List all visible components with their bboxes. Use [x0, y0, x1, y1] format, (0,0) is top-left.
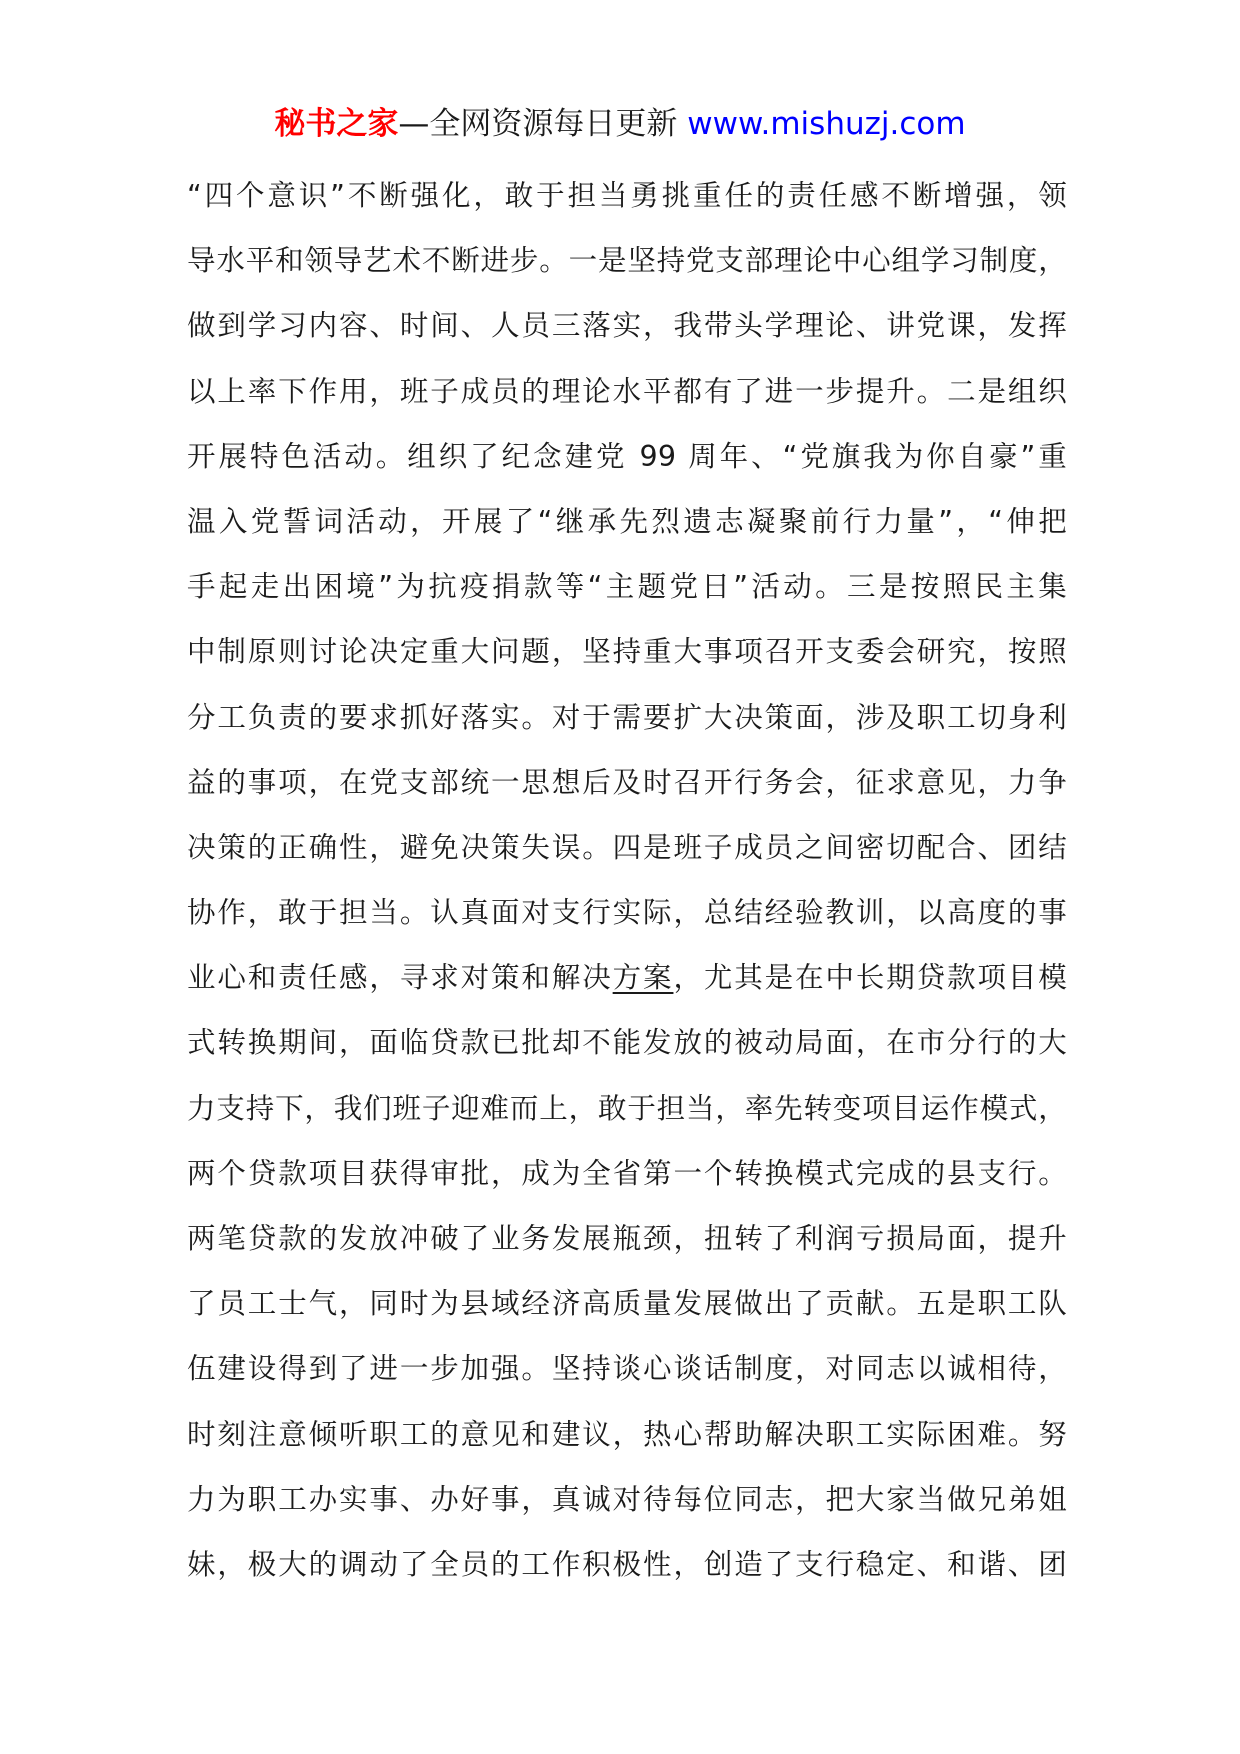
paragraph-line: 中制原则讨论决定重大问题，坚持重大事项召开支委会研究，按照: [187, 635, 1067, 669]
paragraph-line: 了员工士气，同时为县域经济高质量发展做出了贡献。五是职工队: [187, 1287, 1067, 1321]
site-tagline: 全网资源每日更新: [429, 106, 678, 142]
site-header: [0, 102, 1240, 146]
paragraph-line: 益的事项，在党支部统一思想后及时召开行务会，征求意见，力争: [187, 765, 1067, 799]
line-text-before: 业心和责任感，寻求对策和解决: [187, 961, 613, 995]
paragraph-line: 两个贷款项目获得审批，成为全省第一个转换模式完成的县支行。: [187, 1156, 1067, 1190]
site-brand: 秘书之家: [274, 106, 399, 142]
paragraph-line: 决策的正确性，避免决策失误。四是班子成员之间密切配合、团结: [187, 830, 1067, 864]
paragraph-line: 协作，敢于担当。认真面对支行实际，总结经验教训，以高度的事: [187, 896, 1067, 930]
paragraph-line: 力支持下，我们班子迎难而上，敢于担当，率先转变项目运作模式，: [187, 1091, 1067, 1125]
paragraph-line: 时刻注意倾听职工的意见和建议，热心帮助解决职工实际困难。努: [187, 1417, 1067, 1451]
paragraph-line: 做到学习内容、时间、人员三落实，我带头学理论、讲党课，发挥: [187, 309, 1067, 343]
paragraph-line: 开展特色活动。组织了纪念建党 99 周年、“党旗我为你自豪”重: [187, 439, 1067, 473]
paragraph-line: 手起走出困境”为抗疫捐款等“主题党日”活动。三是按照民主集: [187, 570, 1067, 604]
paragraph-line: 妹，极大的调动了全员的工作积极性，创造了支行稳定、和谐、团: [187, 1547, 1067, 1581]
line-text-after: ，尤其是在中长期贷款项目模: [673, 961, 1067, 995]
paragraph-line: 式转换期间，面临贷款已批却不能发放的被动局面，在市分行的大: [187, 1026, 1067, 1060]
paragraph-line-with-underline: [187, 945, 1067, 1010]
paragraph-line: “四个意识”不断强化，敢于担当勇挑重任的责任感不断增强，领: [187, 179, 1067, 212]
paragraph-line: 伍建设得到了进一步加强。坚持谈心谈话制度，对同志以诚相待，: [187, 1352, 1067, 1386]
paragraph-line: 分工负责的要求抓好落实。对于需要扩大决策面，涉及职工切身利: [187, 700, 1067, 734]
paragraph-line: 温入党誓词活动，开展了“继承先烈遗志凝聚前行力量”，“伸把: [187, 504, 1067, 538]
underlined-word: 方案: [612, 961, 674, 995]
paragraph-line: 导水平和领导艺术不断进步。一是坚持党支部理论中心组学习制度，: [187, 244, 1067, 278]
site-url-link[interactable]: www.mishuzj.com: [687, 106, 966, 142]
paragraph-line: 以上率下作用，班子成员的理论水平都有了进一步提升。二是组织: [187, 374, 1067, 408]
paragraph-line: 两笔贷款的发放冲破了业务发展瓶颈，扭转了利润亏损局面，提升: [187, 1222, 1067, 1255]
paragraph-line: 力为职工办实事、办好事，真诚对待每位同志，把大家当做兄弟姐: [187, 1482, 1067, 1516]
document-body: [187, 163, 1067, 1597]
header-dash: —: [398, 106, 430, 142]
